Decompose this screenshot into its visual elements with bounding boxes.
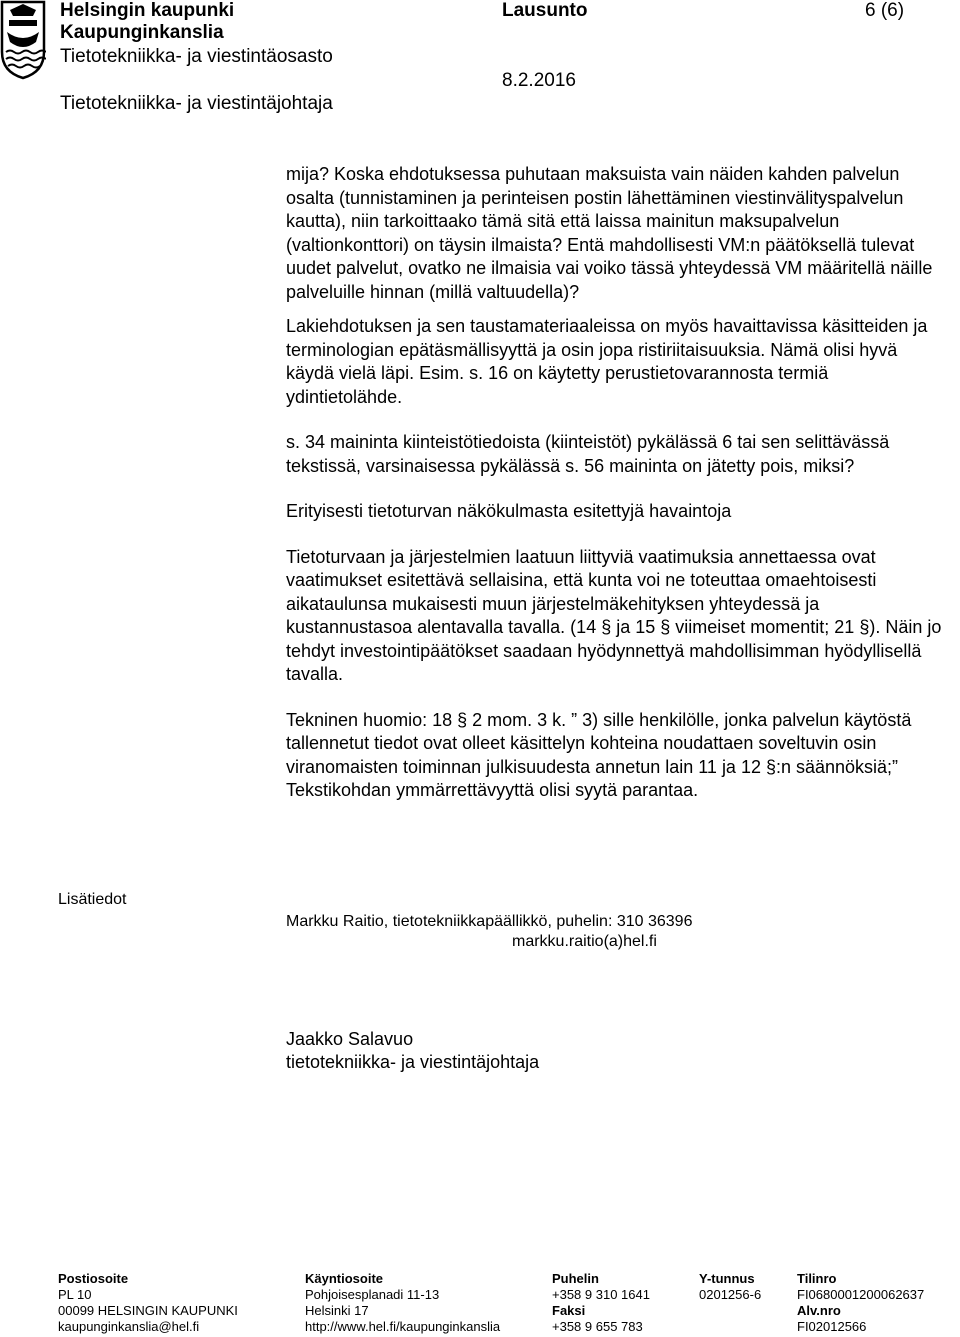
header-role: Tietotekniikka- ja viestintäjohtaja <box>60 93 333 114</box>
page-number: 6 (6) <box>865 0 905 21</box>
footer-label: Faksi <box>552 1303 586 1318</box>
contact-email: markku.raitio(a)hel.fi <box>512 933 657 950</box>
footer-value: Helsinki 17 <box>305 1303 369 1318</box>
footer-label: Postiosoite <box>58 1271 129 1286</box>
footer-visiting-address <box>305 1271 500 1335</box>
footer-email: kaupunginkanslia@hel.fi <box>58 1319 200 1334</box>
paragraph-fees: mija? Koska ehdotuksessa puhutaan maksuista vain näiden kahden palvelun osalta (tunnistaminen ja perinteisen postin lähettäminen viestinvälityspalvelun kautta), niin tarkoittaako tämä sitä että laissa mainitun maksupalvelun (valtionkonttori) on täysin ilmaista? Entä mahdollisesti VM:n päätöksellä tulevat uudet palvelut, ovatko ne ilmaisia vai voiko tässä yhteydessä VM määritellä näille palveluille hinnan (millä valtuudella)? <box>286 164 933 302</box>
contact-info <box>286 912 692 952</box>
footer-value: +358 9 310 1641 <box>552 1287 650 1302</box>
footer-value: +358 9 655 783 <box>552 1319 643 1334</box>
signer-title: tietotekniikka- ja viestintäjohtaja <box>286 1052 540 1072</box>
footer-label: Tilinro <box>797 1271 837 1286</box>
footer-value: FI0680001200062637 <box>797 1287 925 1302</box>
section-heading-security: Erityisesti tietoturvan näkökulmasta esitettyjä havaintoja <box>286 501 732 521</box>
footer-value: FI02012566 <box>797 1319 867 1334</box>
footer-label: Käyntiosoite <box>305 1271 384 1286</box>
helsinki-crest-logo <box>0 0 46 80</box>
footer-business-id <box>699 1271 761 1303</box>
header-department: Kaupunginkanslia <box>60 22 224 43</box>
footer-label: Y-tunnus <box>699 1271 755 1286</box>
document-body <box>286 163 946 814</box>
paragraph-security-requirements: Tietoturvaan ja järjestelmien laatuun liittyviä vaatimuksia annettaessa ovat vaatimukset esitettävä sellaisina, että kunta voi ne toteuttaa omaehtoisesti aikataulunsa mukaisesti muun järjestelmäkehityksen yhteydessä ja kustannustasoa alentavalla tavalla. (14 § ja 15 § viimeiset momentit; 21 §). Näin jo tehdyt investointipäätökset saadaan hyödynnettyä mahdollisimman hyödyllisellä tavalla. <box>286 546 942 684</box>
signer-name: Jaakko Salavuo <box>286 1029 414 1049</box>
lisatiedot-label: Lisätiedot <box>58 891 127 908</box>
footer-label: Puhelin <box>552 1271 599 1286</box>
footer-phone <box>552 1271 650 1335</box>
header-organization: Helsingin kaupunki <box>60 0 235 21</box>
footer-value: PL 10 <box>58 1287 92 1302</box>
contact-person: Markku Raitio, tietotekniikkapäällikkö, puhelin: 310 36396 <box>286 913 693 930</box>
footer-value: 00099 HELSINGIN KAUPUNKI <box>58 1303 238 1318</box>
document-date: 8.2.2016 <box>502 70 576 91</box>
paragraph-technical-note: Tekninen huomio: 18 § 2 mom. 3 k. ” 3) sille henkilölle, jonka palvelun käytöstä tallennetut tiedot ovat olleet käsittelyn kohteina noudattaen soveltuvin osin viranomaisten toiminnan julkisuudesta annetun lain 11 ja 12 §:n säännöksiä;” Tekstikohdan ymmärrettävyyttä olisi syytä parantaa. <box>286 709 912 800</box>
paragraph-terminology: Lakiehdotuksen ja sen taustamateriaaleissa on myös havaittavissa käsitteiden ja terminologian epätäsmällisyyttä ja osin jopa ristiriitaisuuksia. Nämä olisi hyvä käydä vielä läpi. Esim. s. 16 on käytetty perustietovarannosta termiä ydintietolähde. <box>286 316 928 407</box>
footer-url: http://www.hel.fi/kaupunginkanslia <box>305 1319 501 1334</box>
footer-value: Pohjoisesplanadi 11-13 <box>305 1287 440 1302</box>
paragraph-property-data: s. 34 maininta kiinteistötiedoista (kiinteistöt) pykälässä 6 tai sen selittävässä tekstissä, varsinaisessa pykälässä s. 56 maininta on jätetty pois, miksi? <box>286 432 890 476</box>
document-type: Lausunto <box>502 0 588 21</box>
footer-account <box>797 1271 924 1335</box>
footer-label: Alv.nro <box>797 1303 841 1318</box>
signature-block <box>286 1028 539 1074</box>
footer-value: 0201256-6 <box>699 1287 762 1302</box>
header-subdepartment: Tietotekniikka- ja viestintäosasto <box>60 46 333 67</box>
footer-postal-address <box>58 1271 238 1335</box>
